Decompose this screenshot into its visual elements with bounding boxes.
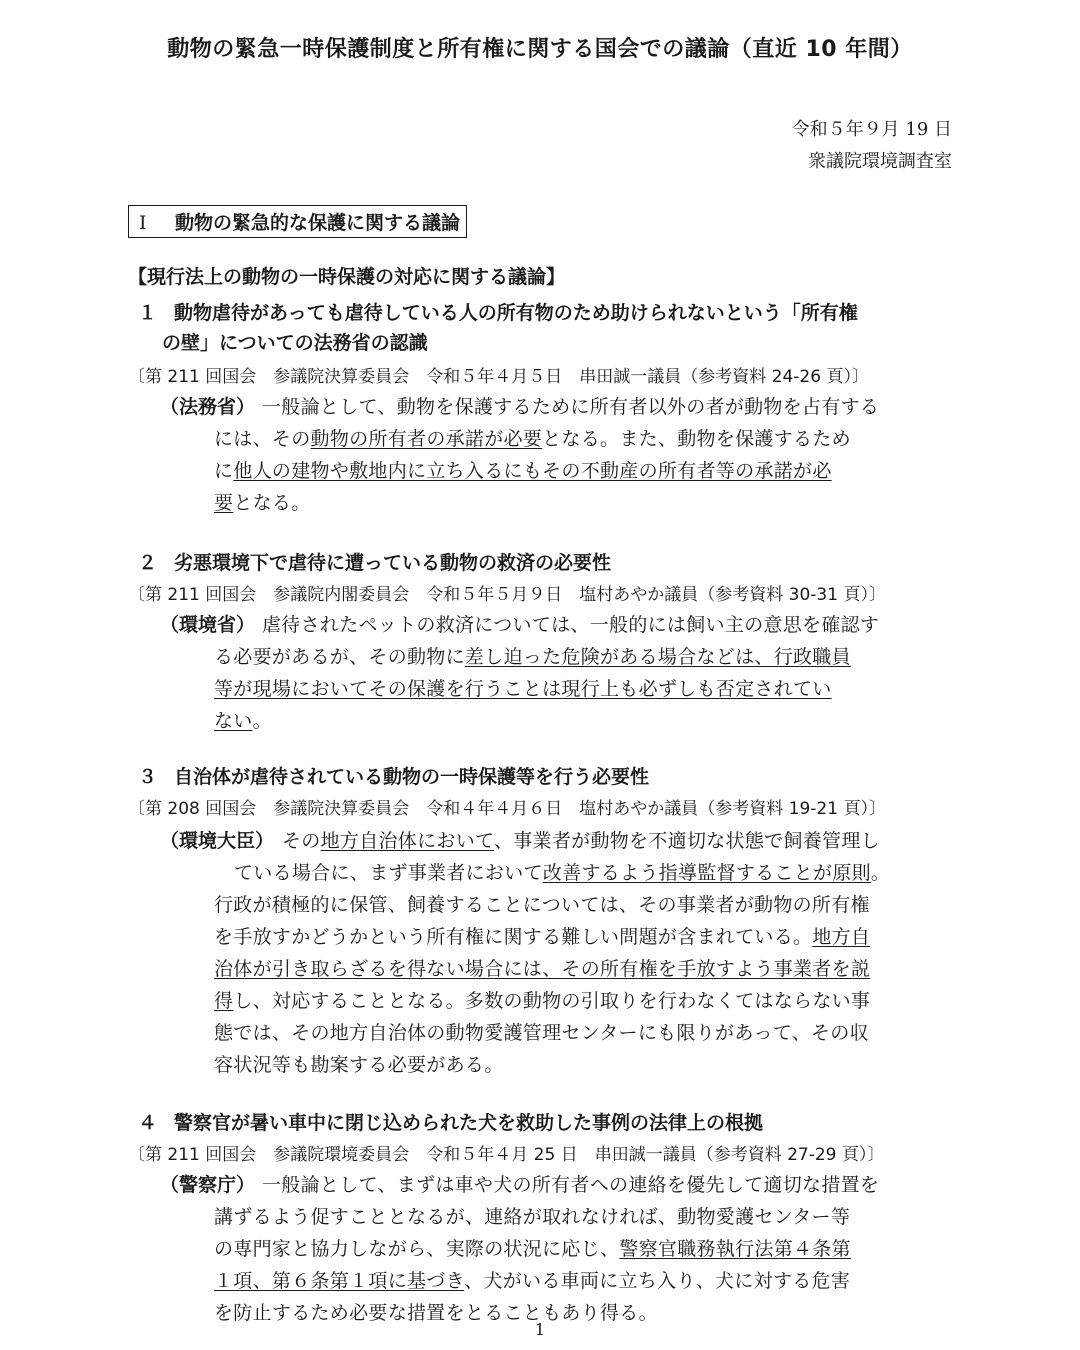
item-2-line-4	[214, 706, 272, 733]
underlined-span: 得	[214, 990, 234, 1012]
item-2-heading-text: 劣悪環境下で虐待に遭っている動物の救済の必要性	[174, 552, 612, 574]
item-3-line-4	[214, 922, 870, 949]
item-1-citation: 〔第 211 回国会 参議院決算委員会 令和５年４月５日 串田誠一議員（参考資料 24-26 頁）〕	[128, 367, 869, 387]
item-4-line-4	[214, 1266, 850, 1293]
item-1-line-2	[214, 424, 851, 451]
item-1-heading-text: 動物虐待があっても虐待している人の所有物のため助けられないという「所有権	[174, 302, 858, 324]
item-1-heading-cont: の壁」についての法務省の認識	[162, 332, 428, 354]
item-1-number: １	[138, 302, 158, 324]
item-1-line-3	[214, 456, 832, 483]
item-1-line-1: 一般論として、動物を保護するために所有者以外の者が動物を占有する	[262, 396, 880, 418]
underlined-span: 警察官職務執行法第４条第	[619, 1238, 851, 1260]
section-heading	[128, 205, 467, 238]
text-span: る必要があるが、その動物に	[214, 646, 465, 668]
text-span: の専門家と協力しながら、実際の状況に応じ、	[214, 1238, 620, 1260]
underlined-span: 動物の所有者の承諾が必要	[310, 428, 543, 450]
text-span: に	[214, 460, 234, 482]
item-4-line-5: を防止するため必要な措置をとることもあり得る。	[214, 1302, 658, 1324]
item-3-heading	[138, 762, 649, 789]
text-span: となる。	[233, 492, 311, 514]
item-4-line-2: 講ずるよう促すこととなるが、連絡が取れなければ、動物愛護センター等	[214, 1206, 851, 1228]
item-2-line-3	[214, 674, 832, 701]
item-3-number: ３	[138, 766, 158, 788]
item-2-number: ２	[138, 552, 158, 574]
text-span: 、事業者が動物を不適切な状態で飼養管理し	[493, 830, 880, 852]
underlined-span: 等が現場においてその保護を行うことは現行上も必ずしも否定されてい	[214, 678, 832, 700]
item-3-citation: 〔第 208 回国会 参議院決算委員会 令和４年４月６日 塩村あやか議員（参考資料 19-21 頁）〕	[128, 799, 886, 819]
document-date: 令和５年９月 19 日	[791, 119, 952, 140]
item-4-number: ４	[138, 1112, 158, 1134]
text-span: 、犬がいる車両に立ち入り、犬に対する危害	[464, 1270, 851, 1292]
item-3-line-7: 態では、その地方自治体の動物愛護管理センターにも限りがあって、その収	[214, 1022, 869, 1044]
item-2-heading	[138, 548, 611, 575]
underlined-span: 地方自	[812, 926, 871, 948]
underlined-span: 治体が引き取らざるを得ない場合には、その所有権を手放すよう事業者を説	[214, 958, 871, 980]
underlined-span: 差し迫った危険がある場合などは、行政職員	[464, 646, 851, 668]
section-number: Ⅰ	[139, 212, 147, 234]
item-3-line-5	[214, 954, 870, 981]
item-3-line-3: 行政が積極的に保管、飼養することについては、その事業者が動物の所有権	[214, 894, 870, 916]
document-title: 動物の緊急一時保護制度と所有権に関する国会での議論（直近 10 年間）	[167, 37, 913, 62]
section-label: 動物の緊急的な保護に関する議論	[175, 212, 461, 234]
item-3-line-8: 容状況等も勘案する必要がある。	[214, 1054, 504, 1076]
text-span: となる。また、動物を保護するため	[542, 428, 851, 450]
item-1-heading	[138, 298, 858, 325]
text-span: し、対応することとなる。多数の動物の引取りを行わなくてはならない事	[233, 990, 871, 1012]
item-3-line-2	[234, 858, 890, 885]
underlined-span: 他人の建物や敷地内に立ち入るにもその不動産の所有者等の承諾が必	[233, 460, 832, 482]
document-meta	[792, 114, 952, 178]
item-4-citation: 〔第 211 回国会 参議院環境委員会 令和５年４月 25 日 串田誠一議員（参考資料 27-29 頁）〕	[128, 1145, 885, 1165]
underlined-span: 要	[214, 492, 234, 514]
item-2-citation: 〔第 211 回国会 参議院内閣委員会 令和５年５月９日 塩村あやか議員（参考資料 30-31 頁）〕	[128, 585, 886, 605]
item-3-line-6	[214, 986, 870, 1013]
item-3-heading-text: 自治体が虐待されている動物の一時保護等を行う必要性	[174, 766, 650, 788]
item-3-speaker: （環境大臣）	[160, 830, 275, 852]
underlined-span: 改善するよう指導監督することが原則	[542, 862, 871, 884]
item-2-speaker: （環境省）	[160, 614, 256, 636]
text-span: その	[282, 830, 321, 852]
item-4-heading-text: 警察官が暑い車中に閉じ込められた犬を救助した事例の法律上の根拠	[174, 1112, 764, 1134]
item-2-line-2	[214, 642, 851, 669]
item-4-heading	[138, 1108, 763, 1135]
document-office: 衆議院環境調査室	[808, 151, 952, 172]
underlined-span: 地方自治体において	[320, 830, 494, 852]
item-4-speaker: （警察庁）	[160, 1174, 256, 1196]
underlined-span: １項、第６条第１項に基づき	[214, 1270, 465, 1292]
text-span: 。	[252, 710, 272, 732]
item-1-line-4	[214, 488, 311, 515]
underlined-span: ない	[214, 710, 253, 732]
subheading: 【現行法上の動物の一時保護の対応に関する議論】	[128, 266, 566, 288]
item-4-line-3	[214, 1234, 851, 1261]
text-span: を手放すかどうかという所有権に関する難しい問題が含まれている。	[214, 926, 813, 948]
text-span: 。	[870, 862, 891, 884]
text-span: ている場合に、まず事業者において	[234, 862, 543, 884]
item-1-speaker: （法務省）	[160, 396, 256, 418]
text-span: には、その	[214, 428, 311, 450]
item-2-line-1: 虐待されたペットの救済については、一般的には飼い主の意思を確認す	[262, 614, 880, 636]
page-number: 1	[534, 1320, 546, 1339]
item-4-line-1: 一般論として、まずは車や犬の所有者への連絡を優先して適切な措置を	[262, 1174, 880, 1196]
item-3-line-1	[282, 826, 880, 853]
